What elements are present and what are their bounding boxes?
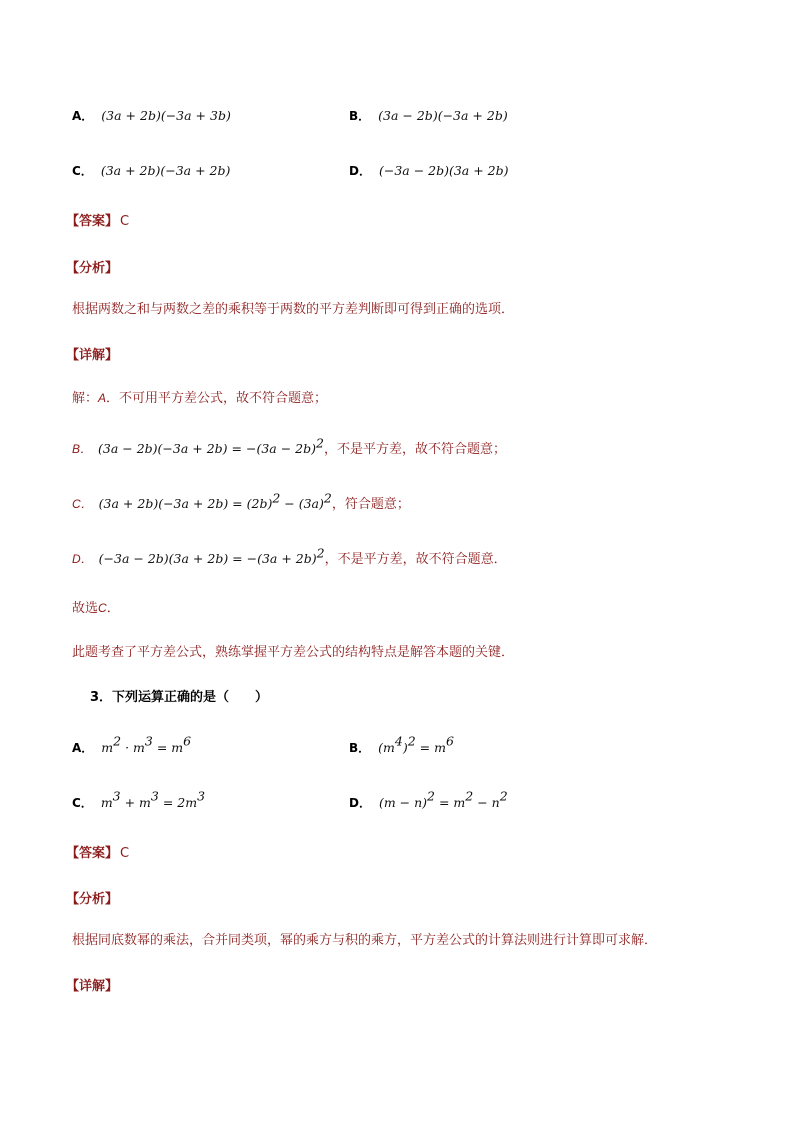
option-expression: = m	[152, 740, 184, 755]
q2-option-d	[349, 160, 509, 181]
option-label: D．	[349, 164, 371, 178]
q3-stem: 3．下列运算正确的是（ ）	[90, 690, 269, 705]
detail-expression: (−3a − 2b)(3a + 2b) = −(3a + 2b)	[98, 551, 317, 566]
detail-exponent: 2	[272, 490, 281, 506]
answer-value: C	[120, 846, 130, 861]
option-expression: m	[101, 740, 114, 755]
option-exponent: 2	[427, 788, 435, 804]
detail-exponent: 2	[316, 545, 325, 561]
detail-tag: 【详解】	[66, 979, 119, 994]
q3-option-b	[349, 733, 454, 758]
option-expression: (3a + 2b)(−3a + 2b)	[100, 163, 231, 178]
option-label: A．	[72, 741, 94, 755]
option-exponent: 3	[197, 788, 206, 804]
option-label: C．	[72, 796, 93, 810]
q3-analysis-text: 根据同底数幂的乘法，合并同类项，幂的乘方与积的乘方，平方差公式的计算法则进行计算即可求解．	[72, 933, 658, 948]
option-label: A．	[72, 109, 94, 123]
option-exponent: 4	[394, 733, 403, 749]
option-exponent: 6	[183, 733, 192, 749]
option-exponent: 2	[465, 788, 474, 804]
detail-exponent: 2	[323, 490, 332, 506]
choose-text: 故选	[72, 601, 99, 616]
option-expression: (3a + 2b)(−3a + 3b)	[101, 108, 231, 123]
option-expression: (m − n)	[378, 795, 428, 810]
detail-intro: 解：	[72, 391, 99, 406]
q2-detail-heading	[66, 344, 118, 366]
detail-letter: C．	[72, 497, 93, 511]
q2-option-b	[349, 105, 508, 126]
option-exponent: 6	[445, 733, 454, 749]
q2-analysis-text: 根据两数之和与两数之差的乘积等于两数的平方差判断即可得到正确的选项．	[72, 302, 515, 317]
option-label: C．	[72, 164, 93, 178]
q2-detail-d	[72, 545, 507, 570]
option-expression: + m	[120, 795, 151, 810]
detail-letter: D．	[72, 552, 93, 566]
option-expression: m	[100, 795, 113, 810]
option-expression: − n	[473, 795, 500, 810]
q3-detail-heading	[66, 975, 118, 997]
detail-text: ，不是平方差，故不符合题意；	[323, 442, 506, 457]
detail-expression: − (3a)	[280, 496, 324, 511]
analysis-tag: 【分析】	[66, 892, 119, 907]
q2-analysis-heading	[66, 257, 118, 279]
q2-option-c	[72, 160, 230, 181]
q2-summary: 此题考查了平方差公式，熟练掌握平方差公式的结构特点是解答本题的关键．	[72, 645, 515, 660]
detail-text: ，符合题意；	[331, 497, 410, 512]
option-expression: = m	[435, 795, 466, 810]
detail-letter: B．	[72, 442, 93, 456]
option-exponent: 3	[144, 733, 153, 749]
answer-value: C	[120, 214, 130, 229]
q2-answer	[66, 210, 129, 232]
option-label: B．	[349, 741, 371, 755]
option-label: B．	[349, 109, 371, 123]
option-expression: )	[402, 740, 408, 755]
detail-expression: (3a − 2b)(−3a + 2b) = −(3a − 2b)	[98, 441, 316, 456]
q3-option-d	[349, 788, 508, 813]
choose-letter: C	[98, 601, 107, 615]
option-exponent: 3	[150, 788, 159, 804]
detail-exponent: 2	[315, 435, 324, 451]
answer-tag: 【答案】	[66, 846, 119, 861]
detail-letter: A	[98, 391, 107, 405]
detail-text: ．不可用平方差公式，故不符合题意；	[106, 391, 328, 406]
q2-choose	[72, 598, 120, 619]
option-expression: (3a − 2b)(−3a + 2b)	[378, 108, 508, 123]
option-exponent: 3	[112, 788, 121, 804]
q2-option-a	[72, 105, 231, 126]
q3-option-c	[72, 788, 206, 813]
option-expression: = m	[415, 740, 446, 755]
q2-detail-c	[72, 490, 410, 515]
q3-answer	[66, 842, 129, 864]
q2-detail-b	[72, 435, 506, 460]
option-expression: · m	[121, 740, 145, 755]
detail-expression: (3a + 2b)(−3a + 2b) = (2b)	[98, 496, 273, 511]
answer-tag: 【答案】	[66, 214, 119, 229]
detail-tag: 【详解】	[66, 348, 119, 363]
option-expression: (−3a − 2b)(3a + 2b)	[378, 163, 509, 178]
detail-text: ，不是平方差，故不符合题意．	[324, 552, 507, 567]
q3-option-a	[72, 733, 192, 758]
option-exponent: 2	[407, 733, 416, 749]
option-exponent: 2	[113, 733, 122, 749]
option-label: D．	[349, 796, 371, 810]
q3-analysis-heading	[66, 888, 118, 910]
analysis-tag: 【分析】	[66, 261, 119, 276]
option-exponent: 2	[499, 788, 508, 804]
choose-end: ．	[106, 601, 120, 616]
q2-detail-a	[72, 388, 327, 409]
option-expression: (m	[378, 740, 395, 755]
option-expression: = 2m	[158, 795, 198, 810]
